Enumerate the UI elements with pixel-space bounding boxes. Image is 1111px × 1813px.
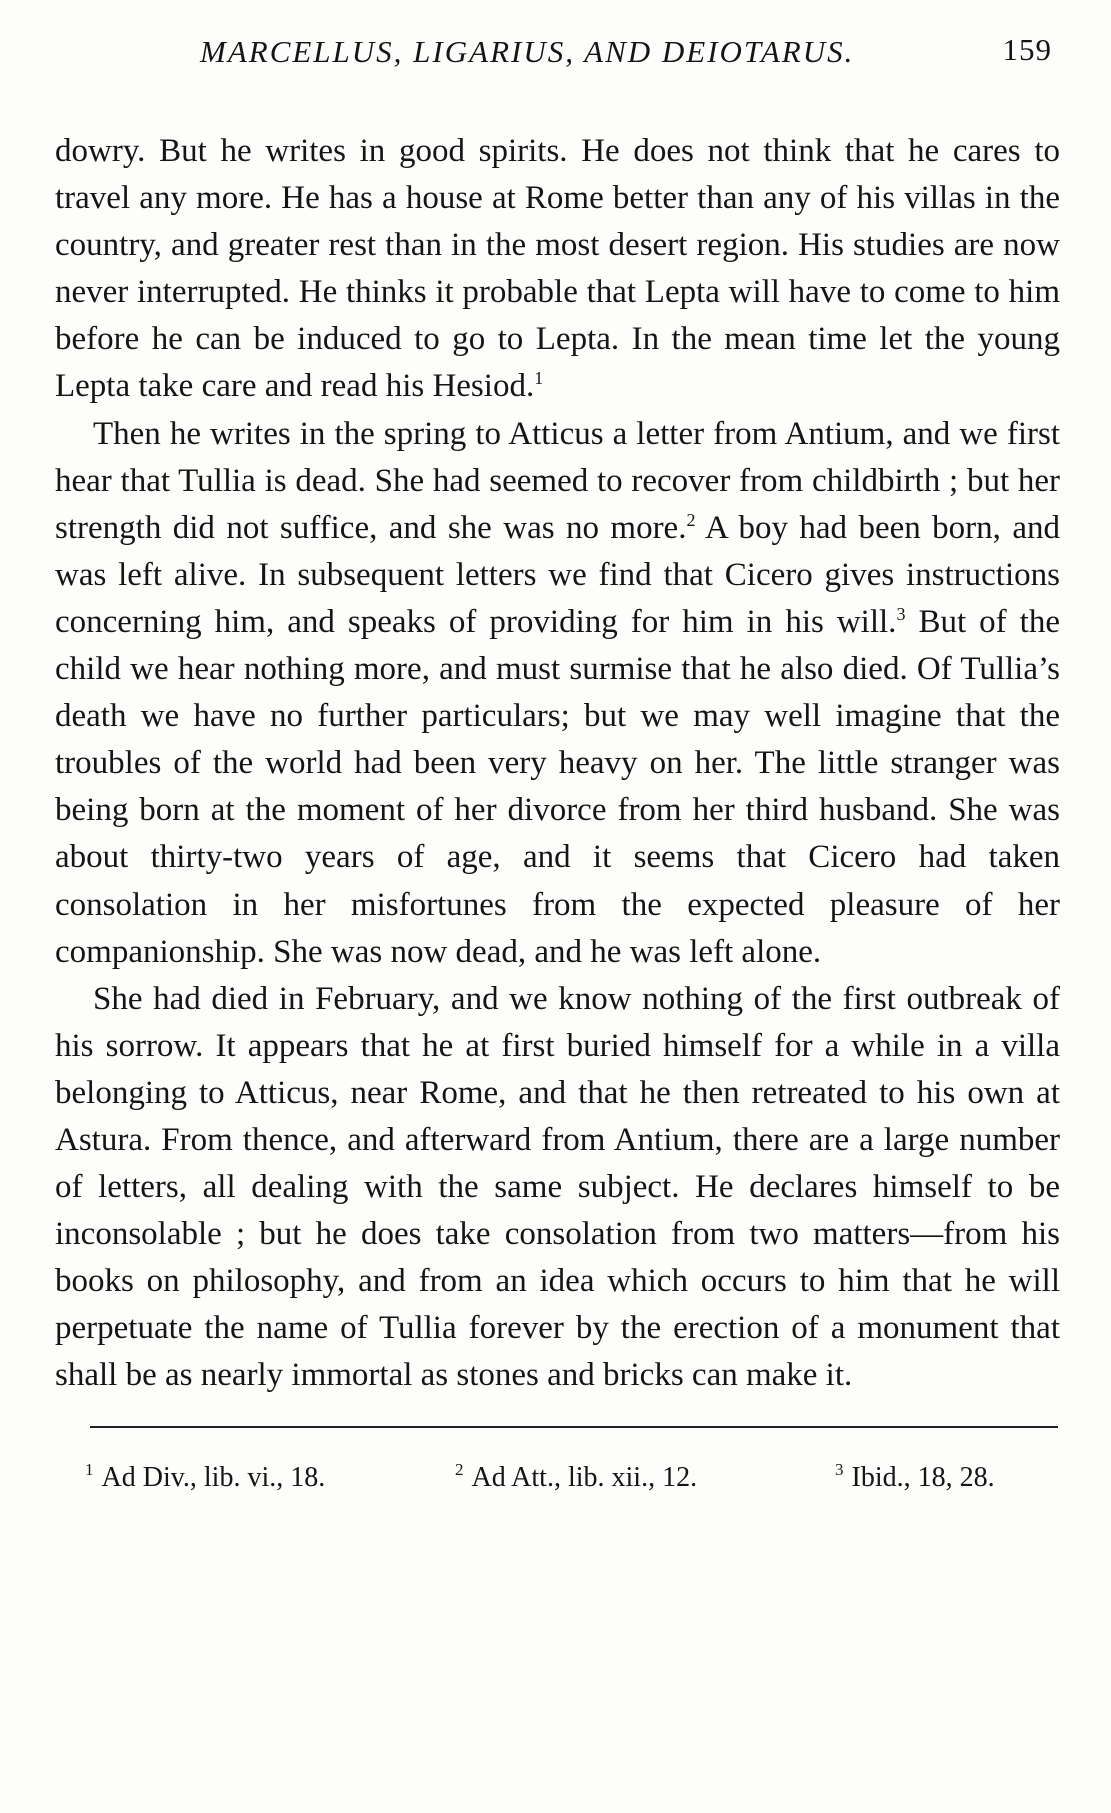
paragraph-3-text: She had died in February, and we know nothing of the first outbreak of his sorrow. It appears that he at first buried himself for a while in a villa belonging to Atticus, near Rome, and that he then retreated to his own at Astura. From thence, and afterward from Antium, there are a large number of letters, all dealing with the same subject. He declares himself to be inconsolable ; but he does take consolation from two matters—from his books on philosophy, and from an idea which occurs to him that he will perpetuate the name of Tullia forever by the erection of a monument that shall be as nearly immortal as stones and bricks can make it. [55, 980, 1060, 1394]
footnote-3-marker: 3 [835, 1460, 844, 1480]
footnotes [55, 1462, 1060, 1502]
footnote-1-marker: 1 [85, 1460, 94, 1480]
footnote-ref-3: 3 [896, 603, 906, 624]
body-text [55, 128, 1060, 1400]
page-number: 159 [1002, 32, 1052, 67]
running-head: MARCELLUS, LIGARIUS, AND DEIOTARUS. [200, 34, 855, 69]
footnote-2-marker: 2 [455, 1460, 464, 1480]
page-header [55, 30, 1060, 90]
book-page [55, 30, 1060, 1790]
paragraph-2-part-c: But of the child we hear nothing more, and must surmise that he also died. Of Tullia’s death we have no further particulars; but we may well imagine that the troubles of the world had been very heavy on her. The little stranger was being born at the moment of her divorce from her third husband. She was about thirty-two years of age, and it seems that Cicero had taken consolation in her misfortunes from the expected pleasure of her companionship. She was now dead, and he was left alone. [55, 603, 1060, 970]
footnote-2-text: Ad Att., lib. xii., 12. [471, 1461, 698, 1493]
paragraph-1-text: dowry. But he writes in good spirits. He does not think that he cares to travel any more. He has a house at Rome better than any of his villas in the country, and greater rest than in the most desert region. His studies are now never interrupted. He thinks it probable that Lepta will have to come to him before he can be induced to go to Lepta. In the mean time let the young Lepta take care and read his Hesiod. [55, 133, 1060, 405]
footnote-ref-1: 1 [534, 368, 544, 389]
paragraph-2-part-b: A boy had been born, and was left alive. In subsequent letters we find that Cicero gives instructions concerning him, and speaks of providing for him in his will. [55, 509, 1060, 640]
footnote-3-text: Ibid., 18, 28. [851, 1461, 995, 1493]
paragraph-2 [55, 411, 1060, 976]
footnote-ref-2: 2 [686, 509, 696, 530]
paragraph-2-part-a: Then he writes in the spring to Atticus a letter from Antium, and we first hear that Tullia is dead. She had seemed to recover from childbirth ; but her strength did not suffice, and she was no more. [55, 415, 1060, 546]
footnote-2 [455, 1462, 697, 1494]
footnote-1-text: Ad Div., lib. vi., 18. [101, 1461, 326, 1493]
paragraph-1 [55, 128, 1060, 411]
footnote-divider [90, 1426, 1058, 1428]
footnote-3 [835, 1462, 995, 1494]
footnote-1 [85, 1462, 325, 1494]
paragraph-3 [55, 976, 1060, 1400]
